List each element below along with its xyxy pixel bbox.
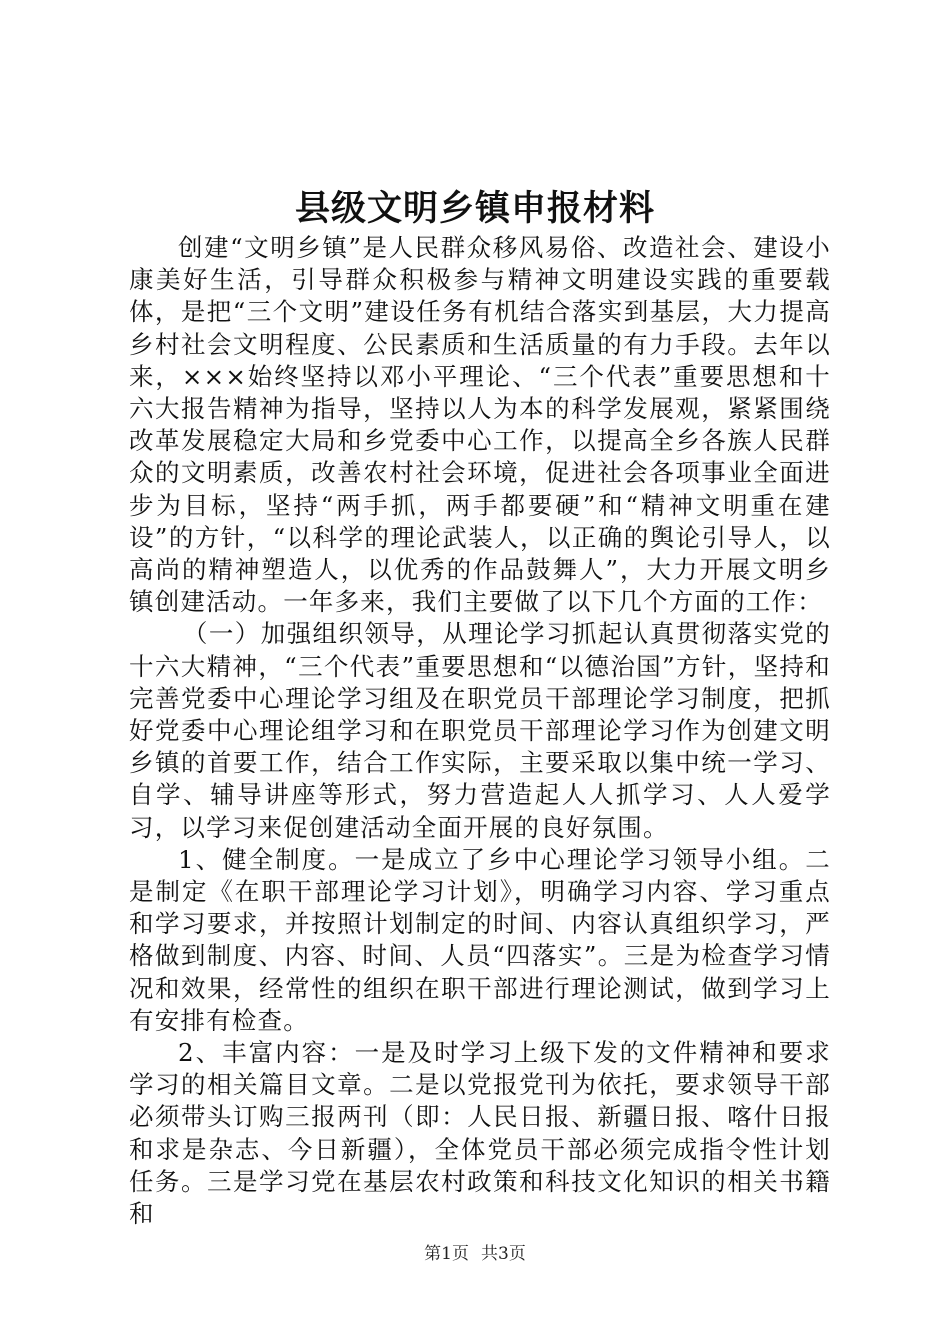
paragraph-intro: 创建“文明乡镇”是人民群众移风易俗、改造社会、建设小康美好生活，引导群众积极参与精神文明建设实践的重要载体，是把“三个文明”建设任务有机结合落实到基层，大力提高乡村社会文明程度、公民素质和生活质量的有力手段。去年以来，×××始终坚持以邓小平理论、“三个代表”重要思想和十六大报告精神为指导，坚持以人为本的科学发展观，紧紧围绕改革发展稳定大局和乡党委中心工作，以提高全乡各族人民群众的文明素质，改善农村社会环境，促进社会各项事业全面进步为目标，坚持“两手抓，两手都要硬”和“精神文明重在建设”的方针，“以科学的理论武装人，以正确的舆论引导人，以高尚的精神塑造人，以优秀的作品鼓舞人”，大力开展文明乡镇创建活动。一年多来，我们主要做了以下几个方面的工作： [129,233,831,617]
page-footer [0,1242,950,1266]
document-title: 县级文明乡镇申报材料 [294,188,655,229]
paragraph-item-2: 2、丰富内容：一是及时学习上级下发的文件精神和要求学习的相关篇目文章。二是以党报党刊为依托，要求领导干部必须带头订购三报两刊（即：人民日报、新疆日报、喀什日报和求是杂志、今日新疆），全体党员干部必须完成指令性计划任务。三是学习党在基层农村政策和科技文化知识的相关书籍和 [129,1038,831,1229]
paragraph-item-1: 1、健全制度。一是成立了乡中心理论学习领导小组。二是制定《在职干部理论学习计划》，明确学习内容、学习重点和学习要求，并按照计划制定的时间、内容认真组织学习，严格做到制度、内容、时间、人员“四落实”。三是为检查学习情况和效果，经常性的组织在职干部进行理论测试，做到学习上有安排有检查。 [129,844,831,1035]
paragraph-section-1: （一）加强组织领导，从理论学习抓起认真贯彻落实党的十六大精神，“三个代表”重要思想和“以德治国”方针，坚持和完善党委中心理论学习组及在职党员干部理论学习制度，把抓好党委中心理论组学习和在职党员干部理论学习作为创建文明乡镇的首要工作，结合工作实际，主要采取以集中统一学习、自学、辅导讲座等形式，努力营造起人人抓学习、人人爱学习，以学习来促创建活动全面开展的良好氛围。 [129,619,831,842]
document-body [129,232,831,1230]
page-number: 第1页 [424,1244,469,1264]
page-total: 共3页 [481,1244,526,1264]
